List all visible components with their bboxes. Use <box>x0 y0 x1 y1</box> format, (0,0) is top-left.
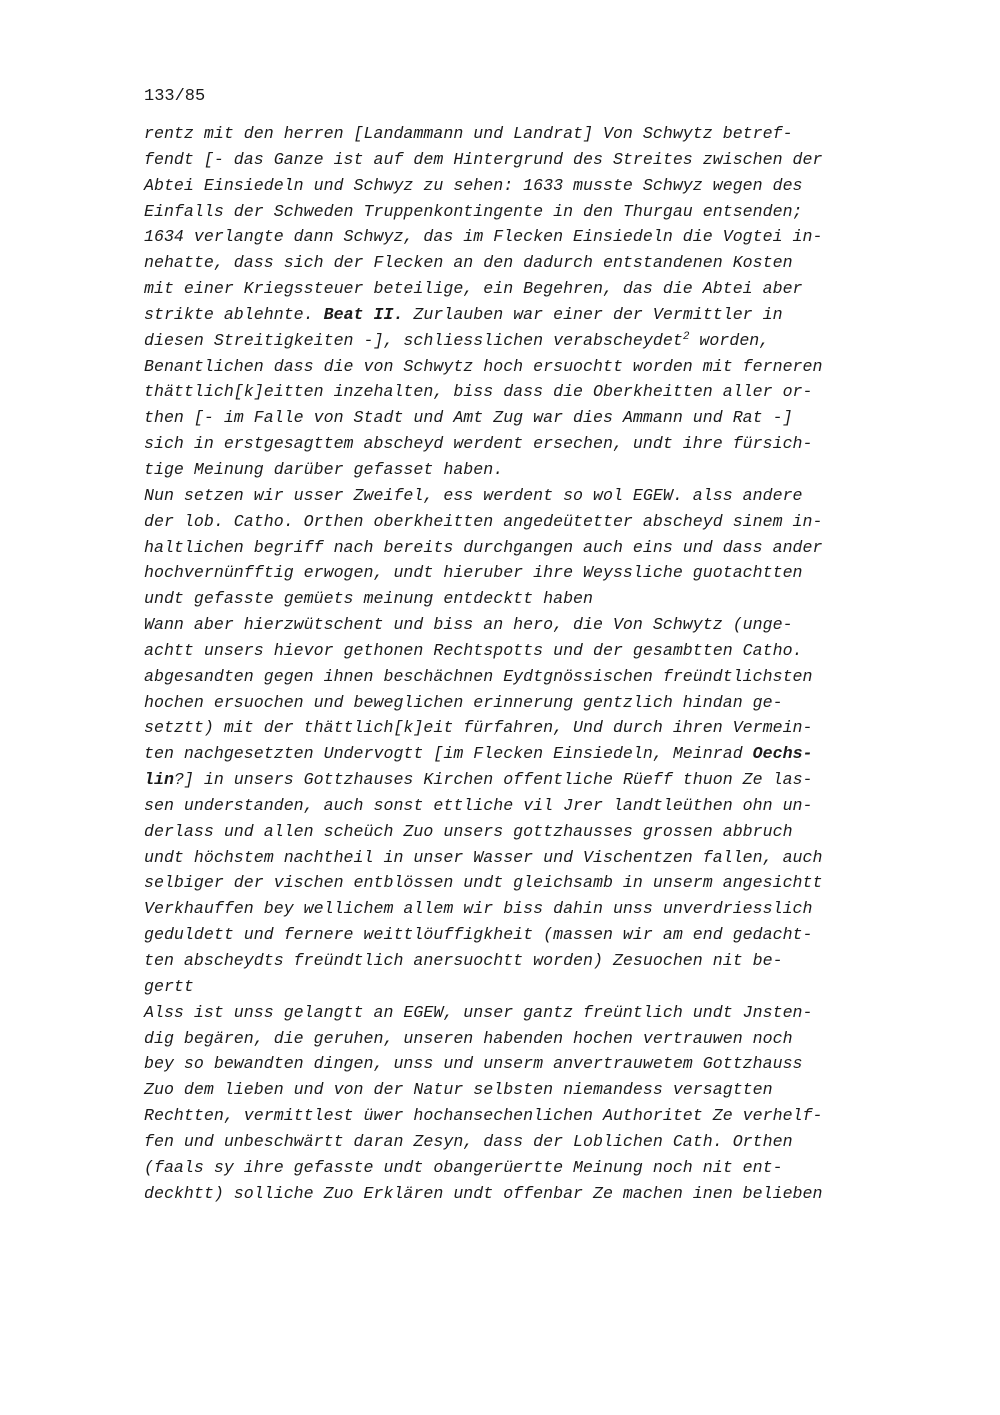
text-segment: sich in erstgesagttem abscheyd werdent ersechen, undt ihre fürsich- <box>144 434 813 454</box>
text-line <box>144 922 944 948</box>
text-segment: Abtei Einsiedeln und Schwyz zu sehen: 1633 musste Schwyz wegen des <box>144 175 803 195</box>
text-segment: rentz mit den herren [Landammann und Landrat] Von Schwytz betref- <box>144 124 793 143</box>
text-segment: mit einer Kriegssteuer beteilige, ein Begehren, das die Abtei aber <box>144 279 803 299</box>
text-line <box>144 638 944 664</box>
text-segment: geduldett und fernere weittlöuffigkheit (massen wir am end gedacht- <box>144 925 813 945</box>
text-segment: (faals sy ihre gefasste undt obangerüertte Meinung noch nit ent- <box>144 1157 783 1177</box>
text-line <box>144 612 944 638</box>
text-segment: abgesandten gegen ihnen beschächnen Eydtgnössischen freündtlichsten <box>144 666 813 686</box>
text-line <box>144 509 944 535</box>
text-segment: ten abscheydts freündtlich anersuochtt worden) Zesuochen nit be- <box>144 951 783 970</box>
text-line <box>144 1000 944 1026</box>
text-segment: strikte ablehnte. <box>144 304 324 324</box>
text-segment: selbiger der vischen entblössen undt gleichsamb in unserm angesichtt <box>144 873 823 893</box>
text-segment: nehatte, dass sich der Flecken an den dadurch entstandenen Kosten <box>144 253 793 273</box>
text-line <box>144 199 944 225</box>
text-segment: sen understanden, auch sonst ettliche vil Jrer landtleüthen ohn un- <box>144 795 813 815</box>
text-segment: undt gefasste gemüets meinung entdecktt haben <box>144 589 594 609</box>
text-line <box>144 741 944 767</box>
document-body <box>144 121 944 1206</box>
bold-name: lin <box>144 770 174 790</box>
bold-name: Beat II. <box>323 304 404 324</box>
text-line <box>144 1155 944 1181</box>
text-line <box>144 250 944 276</box>
text-segment: Zurlauben war einer der Vermittler in <box>403 304 783 324</box>
text-line <box>144 560 944 586</box>
text-segment: Nun setzen wir usser Zweifel, ess werdent so wol EGEW. alss andere <box>144 485 803 505</box>
text-line <box>144 1077 944 1103</box>
text-segment: Einfalls der Schweden Truppenkontingente in den Thurgau entsenden; <box>144 201 803 221</box>
text-line <box>144 147 944 173</box>
text-segment: worden, <box>689 330 770 350</box>
text-segment: bey so bewandten dingen, unss und unserm anvertrauwetem Gottzhauss <box>144 1054 803 1074</box>
text-line <box>144 405 944 431</box>
text-line <box>144 302 944 328</box>
text-segment: undt höchstem nachtheil in unser Wasser und Vischentzen fallen, auch <box>144 847 823 867</box>
text-line <box>144 793 944 819</box>
text-line <box>144 664 944 690</box>
text-line <box>144 948 944 974</box>
text-segment: setztt) mit der thättlich[k]eit fürfahren, Und durch ihren Vermein- <box>144 718 813 738</box>
text-line <box>144 819 944 845</box>
bold-name: Oechs- <box>752 744 813 764</box>
text-segment: der lob. Catho. Orthen oberkheitten angedeütetter abscheyd sinem in- <box>144 511 823 531</box>
page-number: 133/85 <box>144 87 206 106</box>
text-line <box>144 224 944 250</box>
text-line <box>144 457 944 483</box>
text-line <box>144 1129 944 1155</box>
text-line <box>144 276 944 302</box>
text-segment: Alss ist unss gelangtt an EGEW, unser gantz freüntlich undt Jnsten- <box>144 1002 813 1022</box>
text-segment: then [- im Falle von Stadt und Amt Zug war dies Ammann und Rat -] <box>144 408 793 428</box>
text-segment: Zuo dem lieben und von der Natur selbsten niemandess versagtten <box>144 1080 773 1100</box>
text-segment: Verkhauffen bey wellichem allem wir biss dahin unss unverdriesslich <box>144 899 813 919</box>
text-segment: gertt <box>144 976 194 996</box>
text-line <box>144 845 944 871</box>
text-line <box>144 535 944 561</box>
text-line <box>144 1026 944 1052</box>
text-segment: deckhtt) solliche Zuo Erklären undt offenbar Ze machen inen belieben <box>144 1183 823 1203</box>
text-segment: Benantlichen dass die von Schwytz hoch ersuochtt worden mit ferneren <box>144 356 823 376</box>
text-line <box>144 870 944 896</box>
text-segment: diesen Streitigkeiten -], schliesslichen verabscheydet <box>144 330 683 350</box>
text-segment: haltlichen begriff nach bereits durchgangen auch eins und dass ander <box>144 537 823 557</box>
text-segment: dig begären, die geruhen, unseren habenden hochen vertrauwen noch <box>144 1028 793 1048</box>
text-segment: fen und unbeschwärtt daran Zesyn, dass der Loblichen Cath. Orthen <box>144 1131 793 1151</box>
text-line <box>144 896 944 922</box>
text-segment: achtt unsers hievor gethonen Rechtspotts und der gesambtten Catho. <box>144 640 803 660</box>
text-line <box>144 1051 944 1077</box>
text-line <box>144 974 944 1000</box>
text-segment: ?] in unsers Gottzhauses Kirchen offentliche Rüeff thuon Ze las- <box>173 770 813 790</box>
text-segment: hochen ersuochen und beweglichen erinnerung gentzlich hindan ge- <box>144 692 783 712</box>
text-line <box>144 354 944 380</box>
text-segment: tige Meinung darüber gefasset haben. <box>144 459 504 479</box>
text-segment: hochvernünfftig erwogen, undt hieruber ihre Weyssliche guotachtten <box>144 563 803 583</box>
text-segment: fendt [- das Ganze ist auf dem Hintergrund des Streites zwischen der <box>144 149 823 169</box>
footnote-marker: 2 <box>682 330 690 343</box>
text-segment: 1634 verlangte dann Schwyz, das im Flecken Einsiedeln die Vogtei in- <box>144 227 823 247</box>
text-line <box>144 431 944 457</box>
text-line <box>144 690 944 716</box>
text-line <box>144 1103 944 1129</box>
text-line <box>144 121 944 147</box>
text-line <box>144 767 944 793</box>
text-segment: Wann aber hierzwütschent und biss an hero, die Von Schwytz (unge- <box>144 615 793 635</box>
text-segment: ten nachgesetzten Undervogtt [im Flecken Einsiedeln, Meinrad <box>144 744 753 764</box>
text-line <box>144 1181 944 1207</box>
text-segment: derlass und allen scheüch Zuo unsers gottzhausses grossen abbruch <box>144 821 793 841</box>
text-line <box>144 586 944 612</box>
text-line <box>144 483 944 509</box>
text-line <box>144 379 944 405</box>
text-segment: thättlich[k]eitten inzehalten, biss dass die Oberkheitten aller or- <box>144 382 813 402</box>
text-line <box>144 328 944 354</box>
text-line <box>144 715 944 741</box>
text-segment: Rechtten, vermittlest üwer hochansechenlichen Authoritet Ze verhelf- <box>144 1106 823 1126</box>
text-line <box>144 173 944 199</box>
